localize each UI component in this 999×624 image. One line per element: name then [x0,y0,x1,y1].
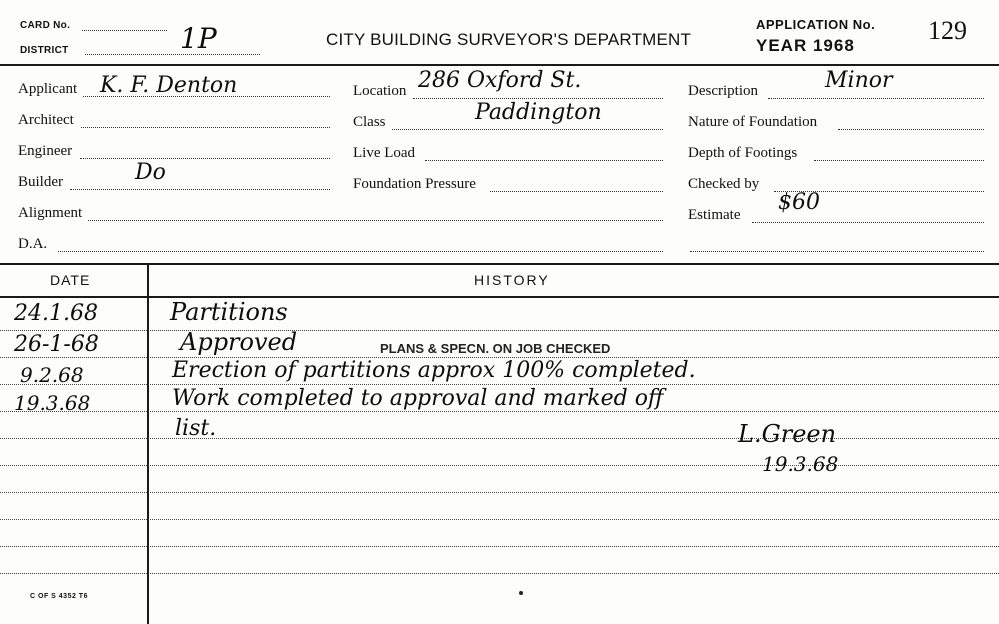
signature: L.Green [738,420,837,448]
architect-line [81,127,330,128]
da-line [58,251,663,252]
class-label: Class [353,114,386,130]
entry-date: 24.1.68 [14,301,98,326]
ruled-line [0,438,999,439]
foundation-pressure-line [490,191,663,192]
entry-text: Erection of partitions approx 100% completed. [172,358,696,383]
entry-date: 26-1-68 [14,332,99,357]
history-header-divider [0,296,999,298]
year-label: YEAR 1968 [756,36,855,55]
builder-value: Do [135,160,166,185]
location-label: Location [353,83,407,99]
location-value-1: 286 Oxford St. [418,68,582,93]
location-line [413,98,663,99]
class-line [392,129,663,130]
form-code: C OF S 4352 T6 [30,593,88,600]
card-no-line [82,30,167,31]
alignment-line [88,220,663,221]
foundation-pressure-label: Foundation Pressure [353,176,476,192]
ruled-line [0,330,999,331]
ruled-line [0,546,999,547]
engineer-label: Engineer [18,143,73,159]
da-label: D.A. [18,236,48,252]
description-value: Minor [825,68,893,93]
date-header: DATE [50,272,91,288]
district-label: DISTRICT [20,45,69,56]
depth-of-footings-label: Depth of Footings [688,145,798,161]
district-line [85,54,260,55]
description-label: Description [688,83,758,99]
card-no-label: CARD No. [20,20,71,31]
signature-date: 19.3.68 [762,452,839,476]
punch-hole [519,591,523,595]
depth-of-footings-line [814,160,984,161]
ruled-line [0,384,999,385]
ruled-line [0,492,999,493]
entry-date: 9.2.68 [20,363,84,387]
date-column-divider [147,263,149,624]
application-no-label: APPLICATION No. [756,17,876,32]
nature-of-foundation-label: Nature of Foundation [688,114,818,130]
right-blank-line [690,251,984,252]
ruled-line [0,573,999,574]
history-header: HISTORY [474,272,550,288]
alignment-label: Alignment [18,205,83,221]
ruled-line [0,465,999,466]
estimate-label: Estimate [688,207,741,223]
applicant-label: Applicant [18,81,78,97]
architect-label: Architect [18,112,74,128]
checked-stamp: PLANS & SPECN. ON JOB CHECKED [380,341,611,356]
estimate-line [752,222,984,223]
estimate-value: $60 [778,190,820,215]
description-line [768,98,984,99]
district-value: 1P [180,22,217,55]
live-load-line [425,160,663,161]
applicant-value: K. F. Denton [100,73,238,98]
entry-text: Approved [180,328,298,356]
entry-continuation: list. [175,416,217,441]
entry-date: 19.3.68 [14,391,91,415]
location-value-2: Paddington [475,100,602,125]
entry-text: Work completed to approval and marked off [172,386,664,411]
live-load-label: Live Load [353,145,416,161]
builder-label: Builder [18,174,63,190]
engineer-line [80,158,330,159]
application-no-value: 129 [928,16,967,45]
nature-of-foundation-line [838,129,984,130]
builder-line [70,189,330,190]
department-title: CITY BUILDING SURVEYOR'S DEPARTMENT [326,30,692,49]
entry-text: Partitions [170,298,288,326]
header-divider [0,64,999,66]
checked-by-label: Checked by [688,176,760,192]
ruled-line [0,411,999,412]
ruled-line [0,519,999,520]
history-top-divider [0,263,999,265]
